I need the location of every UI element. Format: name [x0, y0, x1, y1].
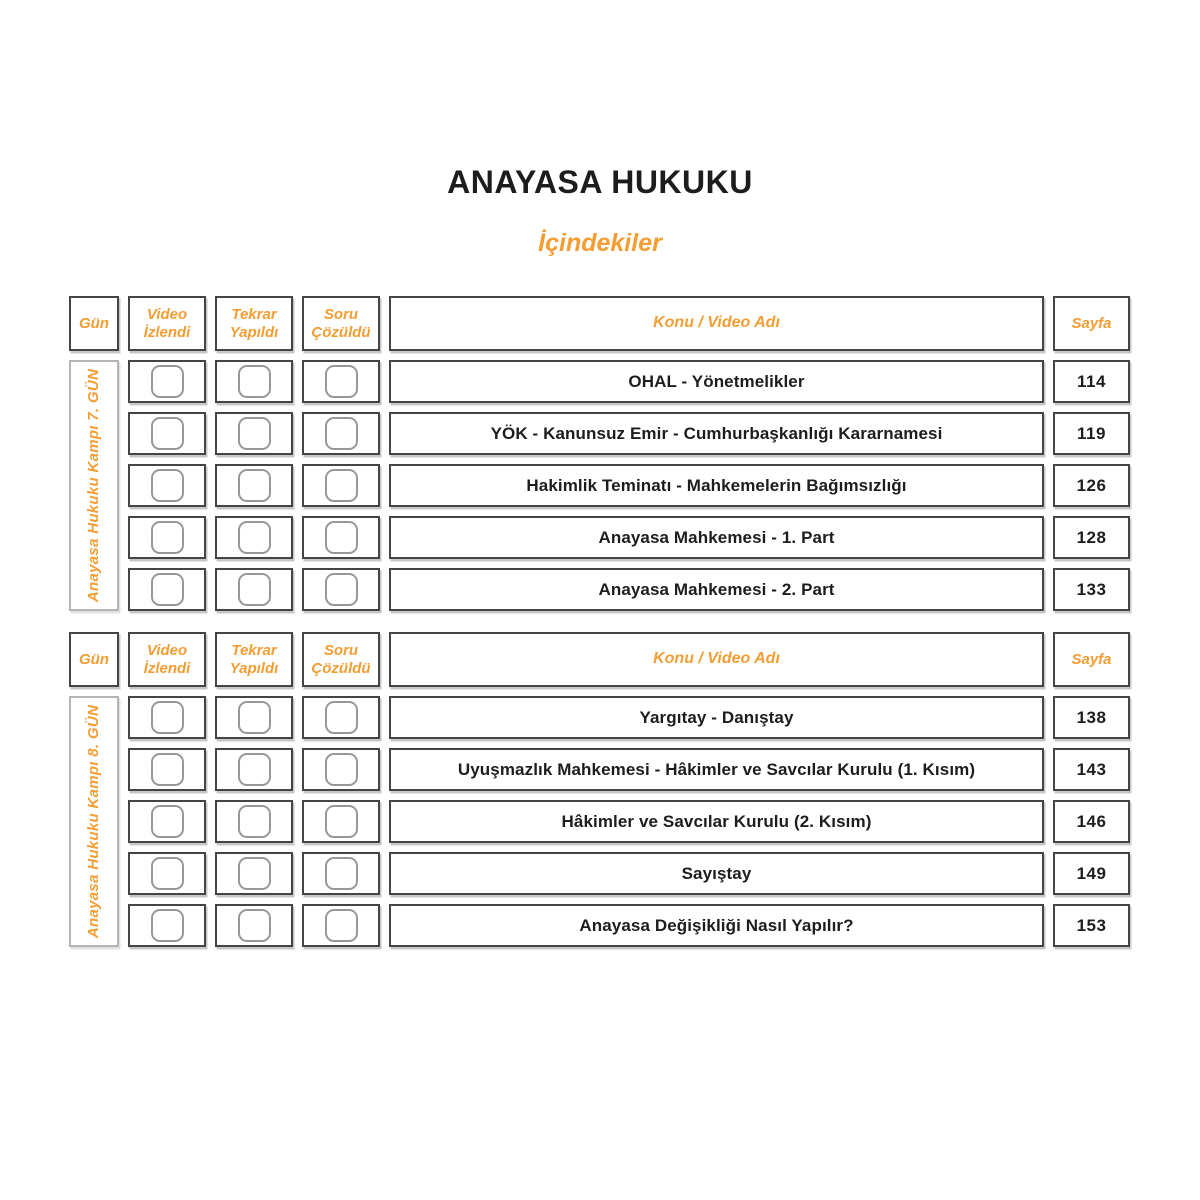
tekrar-checkbox[interactable]	[238, 701, 271, 734]
tekrar-checkbox[interactable]	[238, 573, 271, 606]
tekrar-checkbox[interactable]	[238, 521, 271, 554]
video-checkbox[interactable]	[151, 573, 184, 606]
tekrar-checkbox[interactable]	[238, 417, 271, 450]
checkbox-cell-soru	[302, 800, 380, 843]
tekrar-checkbox[interactable]	[238, 857, 271, 890]
topic-cell: Anayasa Mahkemesi - 2. Part	[389, 568, 1044, 611]
checkbox-cell-soru	[302, 748, 380, 791]
checkbox-cell-tekrar	[215, 852, 293, 895]
video-checkbox[interactable]	[151, 753, 184, 786]
column-header-gun: Gün	[69, 296, 119, 351]
checkbox-cell-tekrar	[215, 568, 293, 611]
column-header-konu-video-adi: Konu / Video Adı	[389, 632, 1044, 687]
column-header-video-izlendi: Video İzlendi	[128, 296, 206, 351]
checkbox-cell-tekrar	[215, 748, 293, 791]
page-number-cell: 128	[1053, 516, 1130, 559]
page-number-cell: 146	[1053, 800, 1130, 843]
checkbox-cell-soru	[302, 412, 380, 455]
topic-cell: Hakimlik Teminatı - Mahkemelerin Bağımsızlığı	[389, 464, 1044, 507]
column-header-tekrar-yapildi: Tekrar Yapıldı	[215, 632, 293, 687]
video-checkbox[interactable]	[151, 805, 184, 838]
soru-checkbox[interactable]	[325, 857, 358, 890]
tekrar-checkbox[interactable]	[238, 365, 271, 398]
checkbox-cell-tekrar	[215, 516, 293, 559]
checkbox-cell-video	[128, 852, 206, 895]
tekrar-checkbox[interactable]	[238, 805, 271, 838]
checkbox-cell-video	[128, 464, 206, 507]
video-checkbox[interactable]	[151, 909, 184, 942]
soru-checkbox[interactable]	[325, 909, 358, 942]
checkbox-cell-video	[128, 568, 206, 611]
checkbox-cell-video	[128, 696, 206, 739]
checkbox-cell-video	[128, 800, 206, 843]
checkbox-cell-soru	[302, 360, 380, 403]
toc-table-day-7	[69, 296, 1130, 611]
video-checkbox[interactable]	[151, 365, 184, 398]
checkbox-cell-video	[128, 412, 206, 455]
page-number-cell: 153	[1053, 904, 1130, 947]
page-number-cell: 138	[1053, 696, 1130, 739]
topic-cell: Uyuşmazlık Mahkemesi - Hâkimler ve Savcılar Kurulu (1. Kısım)	[389, 748, 1044, 791]
topic-cell: Sayıştay	[389, 852, 1044, 895]
soru-checkbox[interactable]	[325, 417, 358, 450]
checkbox-cell-video	[128, 360, 206, 403]
column-header-sayfa: Sayfa	[1053, 296, 1130, 351]
column-header-soru-cozuldu: Soru Çözüldü	[302, 632, 380, 687]
column-header-tekrar-yapildi: Tekrar Yapıldı	[215, 296, 293, 351]
column-header-sayfa: Sayfa	[1053, 632, 1130, 687]
topic-cell: Yargıtay - Danıştay	[389, 696, 1044, 739]
checkbox-cell-soru	[302, 464, 380, 507]
checkbox-cell-tekrar	[215, 696, 293, 739]
toc-table-day-8	[69, 632, 1130, 947]
video-checkbox[interactable]	[151, 701, 184, 734]
page-number-cell: 133	[1053, 568, 1130, 611]
day-label-box	[69, 360, 119, 611]
page-number-cell: 143	[1053, 748, 1130, 791]
tekrar-checkbox[interactable]	[238, 909, 271, 942]
video-checkbox[interactable]	[151, 417, 184, 450]
checkbox-cell-video	[128, 904, 206, 947]
day-label-box	[69, 696, 119, 947]
column-header-soru-cozuldu: Soru Çözüldü	[302, 296, 380, 351]
topic-cell: OHAL - Yönetmelikler	[389, 360, 1044, 403]
checkbox-cell-video	[128, 748, 206, 791]
soru-checkbox[interactable]	[325, 805, 358, 838]
column-header-konu-video-adi: Konu / Video Adı	[389, 296, 1044, 351]
checkbox-cell-soru	[302, 696, 380, 739]
column-header-gun: Gün	[69, 632, 119, 687]
page-number-cell: 149	[1053, 852, 1130, 895]
checkbox-cell-soru	[302, 568, 380, 611]
page-number-cell: 114	[1053, 360, 1130, 403]
checkbox-cell-soru	[302, 904, 380, 947]
soru-checkbox[interactable]	[325, 469, 358, 502]
checkbox-cell-tekrar	[215, 412, 293, 455]
topic-cell: Hâkimler ve Savcılar Kurulu (2. Kısım)	[389, 800, 1044, 843]
soru-checkbox[interactable]	[325, 753, 358, 786]
checkbox-cell-tekrar	[215, 464, 293, 507]
tekrar-checkbox[interactable]	[238, 753, 271, 786]
checkbox-cell-tekrar	[215, 360, 293, 403]
topic-cell: YÖK - Kanunsuz Emir - Cumhurbaşkanlığı Kararnamesi	[389, 412, 1044, 455]
checkbox-cell-tekrar	[215, 800, 293, 843]
checkbox-cell-video	[128, 516, 206, 559]
topic-cell: Anayasa Değişikliği Nasıl Yapılır?	[389, 904, 1044, 947]
column-header-video-izlendi: Video İzlendi	[128, 632, 206, 687]
page-title: ANAYASA HUKUKU	[447, 164, 753, 200]
soru-checkbox[interactable]	[325, 365, 358, 398]
soru-checkbox[interactable]	[325, 701, 358, 734]
checkbox-cell-soru	[302, 852, 380, 895]
page-number-cell: 119	[1053, 412, 1130, 455]
checkbox-cell-tekrar	[215, 904, 293, 947]
tekrar-checkbox[interactable]	[238, 469, 271, 502]
checkbox-cell-soru	[302, 516, 380, 559]
day-label: Anayasa Hukuku Kampı 7. GÜN	[85, 368, 103, 603]
soru-checkbox[interactable]	[325, 573, 358, 606]
page-number-cell: 126	[1053, 464, 1130, 507]
video-checkbox[interactable]	[151, 857, 184, 890]
day-label: Anayasa Hukuku Kampı 8. GÜN	[85, 704, 103, 939]
video-checkbox[interactable]	[151, 521, 184, 554]
toc-heading: İçindekiler	[538, 229, 662, 257]
soru-checkbox[interactable]	[325, 521, 358, 554]
video-checkbox[interactable]	[151, 469, 184, 502]
topic-cell: Anayasa Mahkemesi - 1. Part	[389, 516, 1044, 559]
